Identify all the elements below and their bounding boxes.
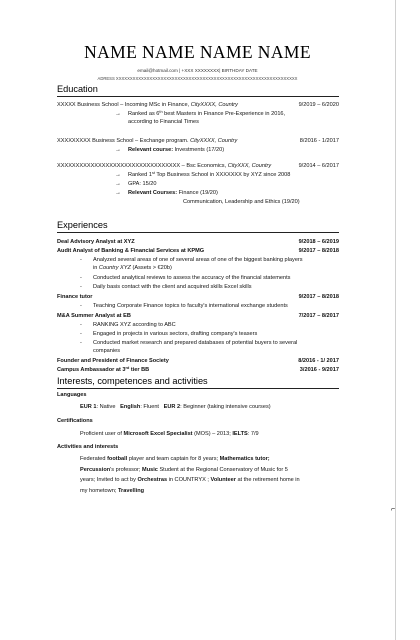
edu-2-dates: 8/2016 - 1/2017 xyxy=(299,138,339,144)
edu-1-school: XXXXX Business School – Incoming MSc in Finance, xyxy=(57,102,191,108)
edu-entry-2 xyxy=(57,138,339,145)
exp-2: Audit Analyst of Banking & Financial Services at KPMG 9/2017 – 8/2018 xyxy=(57,248,339,254)
certifications-line: Proficient user of Microsoft Excel Specialist (MOS) – 2013; IELTS: 7/9 xyxy=(80,431,259,437)
edu-3-school: XXXXXXXXXXXXXXXXXXXXXXXXXXXXXXXXX – Bsc Economics, xyxy=(57,163,228,169)
exp-3-bullet-1: Teaching Corporate Finance topics to faculty's international exchange students xyxy=(93,303,288,309)
experiences-rule xyxy=(57,232,339,233)
arrow-icon: → xyxy=(115,147,121,153)
edu-3-dates: 9/2014 – 6/2017 xyxy=(298,163,339,169)
exp-6: Campus Ambassador at 3rd tier BB 3/2016 - 9/2017 xyxy=(57,366,339,373)
bullet-dash: - xyxy=(80,275,82,281)
exp-4: M&A Summer Analyst at EB 7/2017 – 8/2017 xyxy=(57,313,339,319)
exp-4-bullet-1: RANKING XYZ according to ABC xyxy=(93,322,176,328)
activities-line-4: my hometown; Travelling xyxy=(80,487,145,494)
exp-2-bullet-2: Conducted analytical reviews to assess the accuracy of the financial statements xyxy=(93,275,291,281)
activities-line-3: years; Invited to act by Orchestras in COUNTRYX ; Volunteer at the retirement home in xyxy=(80,477,300,484)
exp-4-bullet-2: Engaged in projects in various sectors, drafting company's teasers xyxy=(93,331,258,337)
edu-2-school: XXXXXXXXX Business School – Exchange program. xyxy=(57,138,191,144)
edu-2-location: CityXXXX, Country xyxy=(190,138,238,144)
exp-4-bullet-3-cont: companies xyxy=(93,348,121,354)
exp-2-bullet-3: Daily basis contact with the client and acquired skills Excel skills xyxy=(93,284,252,290)
edu-3-location: CityXXX, Country xyxy=(227,163,272,169)
education-title: Education xyxy=(57,84,98,94)
edu-1-detail-cont: according to Financial Times xyxy=(128,119,199,125)
edu-2-detail: Relevant course: Investments (17/20) xyxy=(128,147,225,153)
margin-mark-icon: ⌐ xyxy=(391,506,396,513)
exp-4-bullet-3: Conducted market research and prepared databases of potential buyers to several xyxy=(93,340,298,346)
activities-paragraph xyxy=(80,456,342,495)
exp-3: Finance tutor 9/2017 – 8/2018 xyxy=(57,294,339,300)
address-line: ADRESS XXXXXXXXXXXXXXXXXXXXXXXXXXXXXXXXXXXXXXXXXXXXXXXXXXXXXXXXXXXXXXXXX xyxy=(97,76,298,81)
interests-rule xyxy=(57,388,339,389)
interests-title: Interests, competences and activities xyxy=(57,376,208,386)
bullet-dash: - xyxy=(80,303,82,309)
arrow-icon: → xyxy=(115,181,121,187)
bullet-dash: - xyxy=(80,257,82,263)
activities-line-1: Federated football player and team captain for 8 years; Mathematics tutor; xyxy=(80,456,270,462)
contact-line: email@hotmail.com | +XXX XXXXXXXX| BIRTHDAY DATE xyxy=(137,68,258,73)
edu-3-detail-2: GPA: 15/20 xyxy=(128,181,157,187)
arrow-icon: → xyxy=(115,111,121,117)
bullet-dash: - xyxy=(80,340,82,346)
languages-label: Languages xyxy=(57,392,87,398)
activities-label: Activities and interests xyxy=(57,444,119,450)
exp-1: Deal Advisory Analyst at XYZ 9/2018 – 6/2019 xyxy=(57,239,339,245)
edu-entry-1 xyxy=(57,102,339,109)
resume-name: NAME NAME NAME NAME xyxy=(84,42,311,62)
edu-3-detail-1: Ranked 1st Top Business School in XXXXXXX by XYZ since 2008 xyxy=(128,171,291,178)
edu-1-dates: 9/2019 – 6/2020 xyxy=(298,102,339,108)
experiences-title: Experiences xyxy=(57,220,108,230)
edu-entry-3 xyxy=(57,163,339,170)
arrow-icon: → xyxy=(115,190,121,196)
edu-3-detail-3-cont: Communication, Leadership and Ethics (19/20) xyxy=(183,199,300,205)
edu-3-detail-3: Relevant Courses: Finance (19/20) xyxy=(128,190,218,196)
exp-2-bullet-1: Analyzed several areas of one of several areas of one of the biggest banking players xyxy=(93,257,303,263)
exp-2-bullet-1-cont: in Country XYZ (Assets > €20b) xyxy=(93,265,172,271)
bullet-dash: - xyxy=(80,322,82,328)
edu-1-detail: Ranked as 6th best Masters in Finance Pre-Experience in 2016, xyxy=(128,110,286,117)
certifications-label: Certifications xyxy=(57,418,93,424)
education-rule xyxy=(57,96,339,97)
exp-5: Founder and President of Finance Society 8/2016 - 1/ 2017 xyxy=(57,358,339,364)
activities-line-2: Percussion's professor; Music Student at the Regional Conservatory of Music for 5 xyxy=(80,466,288,473)
bullet-dash: - xyxy=(80,284,82,290)
edu-1-location: CityXXXX, Country xyxy=(190,102,238,108)
bullet-dash: - xyxy=(80,331,82,337)
arrow-icon: → xyxy=(115,172,121,178)
languages-line: EUR 1: Native English: Fluent EUR 2: Beginner (taking intensive courses) xyxy=(80,404,271,410)
